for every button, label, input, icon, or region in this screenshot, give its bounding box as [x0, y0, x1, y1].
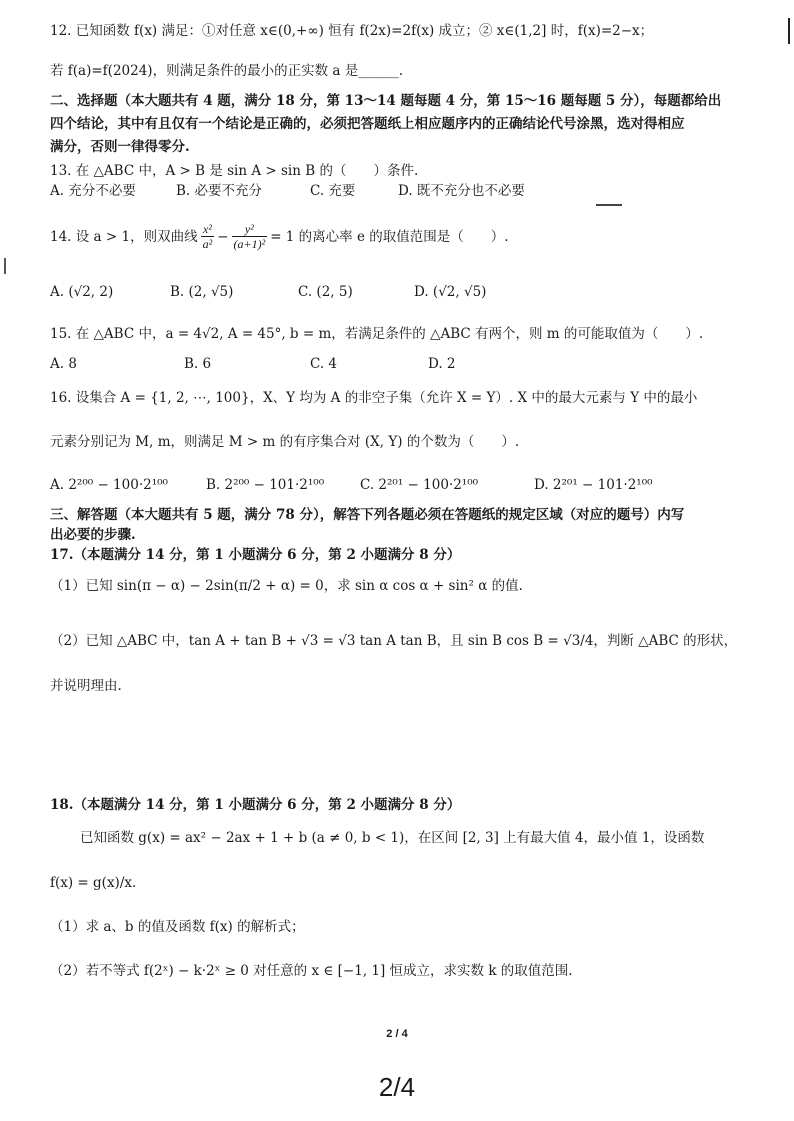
q17-part1: （1）已知 sin(π − α) − 2sin(π/2 + α) = 0，求 sin α cos α + sin² α 的值.	[50, 578, 523, 594]
q14-stem	[50, 222, 509, 251]
q14-option-b: B. (2, √5)	[170, 284, 234, 300]
q13-option-a: A. 充分不必要	[50, 183, 136, 199]
q14-frac1-num: x²	[202, 222, 212, 236]
q18-stem-line1: 已知函数 g(x) = ax² − 2ax + 1 + b (a ≠ 0, b < 1)，在区间 [2, 3] 上有最大值 4，最小值 1，设函数	[80, 830, 705, 846]
q16-option-b: B. 2²⁰⁰ − 101·2¹⁰⁰	[206, 477, 325, 493]
scan-edge-mark-left	[4, 258, 6, 274]
q18-part2: （2）若不等式 f(2ˣ) − k·2ˣ ≥ 0 对任意的 x ∈ [−1, 1] 恒成立，求实数 k 的取值范围.	[50, 963, 573, 979]
q12-line2: 若 f(a)=f(2024)，则满足条件的最小的正实数 a 是______.	[50, 63, 403, 79]
section3-heading: 三、解答题（本大题共有 5 题，满分 78 分），解答下列各题必须在答题纸的规定区域（对应的题号）内写	[50, 507, 685, 523]
q15-stem: 15. 在 △ABC 中，a = 4√2, A = 45°, b = m，若满足条件的 △ABC 有两个，则 m 的可能取值为（ ）.	[50, 326, 704, 342]
q14-frac2-num: y²	[244, 222, 254, 236]
q16-option-a: A. 2²⁰⁰ − 100·2¹⁰⁰	[50, 477, 168, 493]
q18-part1: （1）求 a、b 的值及函数 f(x) 的解析式；	[50, 919, 305, 935]
scan-edge-mark	[788, 18, 790, 44]
q16-option-c: C. 2²⁰¹ − 100·2¹⁰⁰	[360, 477, 479, 493]
q14-option-c: C. (2, 5)	[298, 284, 353, 300]
q17-part2: （2）已知 △ABC 中，tan A + tan B + √3 = √3 tan A tan B，且 sin B cos B = √3/4，判断 △ABC 的形状，	[50, 633, 738, 649]
q17-header: 17.（本题满分 14 分，第 1 小题满分 6 分，第 2 小题满分 8 分）	[50, 547, 461, 563]
page-number-small: 2 / 4	[386, 1028, 408, 1040]
q18-stem-line2: f(x) = g(x)/x.	[50, 875, 137, 891]
page-number-large: 2/4	[378, 1072, 416, 1102]
stray-pen-mark	[596, 204, 622, 206]
q15-option-c: C. 4	[310, 356, 338, 372]
q12-line1: 12. 已知函数 f(x) 满足：①对任意 x∈(0,+∞) 恒有 f(2x)=2f(x) 成立；② x∈(1,2] 时，f(x)=2−x；	[50, 23, 654, 39]
q15-option-b: B. 6	[184, 356, 212, 372]
q14-fraction-y	[232, 222, 268, 251]
section2-line3: 满分，否则一律得零分.	[50, 139, 190, 155]
section3-line2: 出必要的步骤.	[50, 527, 136, 543]
q14-option-a: A. (√2, 2)	[50, 284, 114, 300]
q14-stem-suffix: = 1 的离心率 e 的取值范围是（ ）.	[270, 228, 509, 245]
section2-line2: 四个结论，其中有且仅有一个结论是正确的，必须把答题纸上相应题序内的正确结论代号涂黑，选对得相应	[50, 116, 685, 132]
q15-option-d: D. 2	[428, 356, 456, 372]
q16-line1: 16. 设集合 A = {1, 2, ⋯, 100}，X、Y 均为 A 的非空子集（允许 X = Y）. X 中的最大元素与 Y 中的最小	[50, 390, 698, 406]
q16-option-d: D. 2²⁰¹ − 101·2¹⁰⁰	[534, 477, 653, 493]
q15-option-a: A. 8	[50, 356, 77, 372]
q13-option-c: C. 充要	[310, 183, 356, 199]
q13-option-d: D. 既不充分也不必要	[398, 183, 525, 199]
q13-stem: 13. 在 △ABC 中，A > B 是 sin A > sin B 的（ ）条件.	[50, 163, 419, 179]
q14-frac2-den: (a+1)²	[233, 237, 266, 251]
q18-header: 18.（本题满分 14 分，第 1 小题满分 6 分，第 2 小题满分 8 分）	[50, 797, 461, 813]
section2-heading: 二、选择题（本大题共有 4 题，满分 18 分，第 13～14 题每题 4 分，第 15～16 题每题 5 分），每题都给出	[50, 93, 722, 109]
q14-frac1-den: a²	[202, 237, 213, 251]
q17-part2-continued: 并说明理由.	[50, 678, 122, 694]
q16-line2: 元素分别记为 M, m，则满足 M > m 的有序集合对 (X, Y) 的个数为（ ）.	[50, 434, 520, 450]
q14-fraction-x	[201, 222, 215, 251]
q14-option-d: D. (√2, √5)	[414, 284, 487, 300]
q14-stem-prefix: 14. 设 a > 1，则双曲线	[50, 228, 198, 245]
q13-option-b: B. 必要不充分	[176, 183, 263, 199]
q14-minus: −	[217, 228, 229, 245]
